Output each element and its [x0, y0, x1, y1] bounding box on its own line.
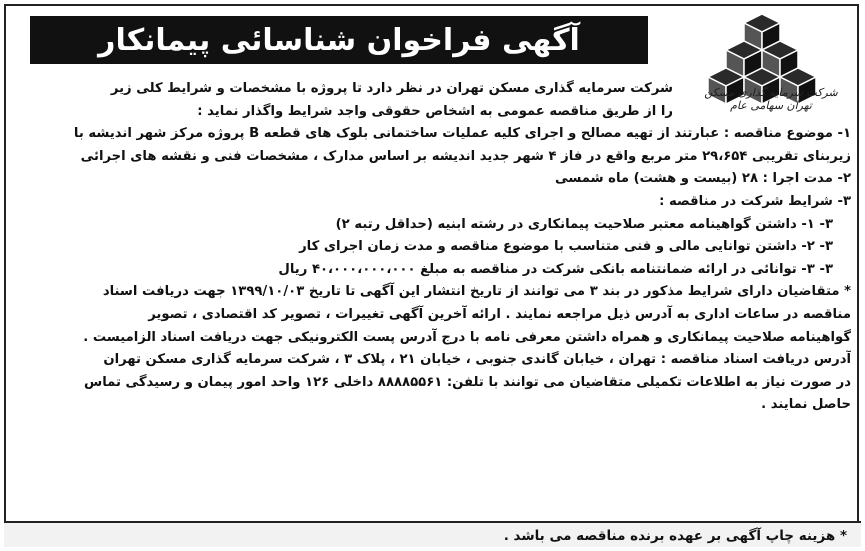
intro-line-2: را از طریق مناقصه عمومی به اشخاص حقوقی واجد شرایط واگذار نماید : — [197, 103, 673, 119]
section-line-1: ۱- موضوع مناقصه : عبارتند از تهیه مصالح و اجرای کلیه عملیات ساختمانی بلوک های قطعه B پروژه مرکز شهر اندیشه با — [73, 126, 851, 142]
address-line-1: آدرس دریافت اسناد مناقصه : تهران ، خیابان گاندی جنوبی ، خیابان ۲۱ ، پلاک ۳ ، شرکت سرمایه گذاری مسکن تهران — [103, 352, 851, 368]
page-title: آگهی فراخوان شناسائی پیمانکار — [30, 16, 648, 64]
section-line-4: ۳- شرایط شرکت در مناقصه : — [659, 193, 851, 209]
notice-line-3: گواهینامه صلاحیت پیمانکاری و همراه داشتن معرفی نامه با درج آدرس پست الکترونیکی جهت دریافت اسناد الزامیست . — [83, 329, 851, 345]
section-line-3: ۲- مدت اجرا : ۲۸ (بیست و هشت) ماه شمسی — [555, 171, 851, 187]
intro-line-1: شرکت سرمایه گذاری مسکن تهران در نظر دارد تا پروژه با مشخصات و شرایط کلی زیر — [110, 81, 673, 96]
condition-3: ۳- ۳- توانائی در ارائه ضمانتنامه بانکی شرکت در مناقصه به مبلغ ۴۰،۰۰۰،۰۰۰،۰۰۰ ریال — [278, 261, 833, 277]
footer-note: * هزینه چاپ آگهی بر عهده برنده مناقصه می باشد . — [4, 521, 861, 547]
address-line-3: حاصل نمایند . — [761, 397, 851, 413]
notice-line-2: مناقصه در ساعات اداری به آدرس ذیل مراجعه نمایند . ارائه آخرین آگهی تغییرات ، تصویر کد اقتصادی ، تصویر — [148, 306, 851, 322]
notice-body — [20, 78, 851, 417]
company-logo-name: شرکت سرمایه گذاری مسکن تهران سهامی عام — [704, 86, 838, 112]
section-line-2: زیربنای تقریبی ۲۹،۶۵۴ متر مربع واقع در فاز ۴ شهر جدید اندیشه بر اساس مدارک ، مشخصات فنی و نقشه های اجرائی — [80, 148, 851, 164]
address-line-2: در صورت نیاز به اطلاعات تکمیلی متقاضیان می توانند با تلفن: ۸۸۸۸۵۵۶۱ داخلی ۱۲۶ واحد امور پیمان و رسیدگی تماس — [84, 374, 851, 390]
notice-line-1: * متقاضیان دارای شرایط مذکور در بند ۳ می توانند از تاریخ انتشار این آگهی تا تاریخ ۱۳۹۹/۱۰/۰۳ جهت دریافت اسناد — [102, 284, 851, 300]
condition-2: ۳- ۲- داشتن توانایی مالی و فنی متناسب با موضوع مناقصه و مدت زمان اجرای کار — [299, 239, 833, 255]
condition-1: ۳- ۱- داشتن گواهینامه معتبر صلاحیت پیمانکاری در رشته ابنیه (حداقل رتبه ۲) — [335, 216, 833, 232]
